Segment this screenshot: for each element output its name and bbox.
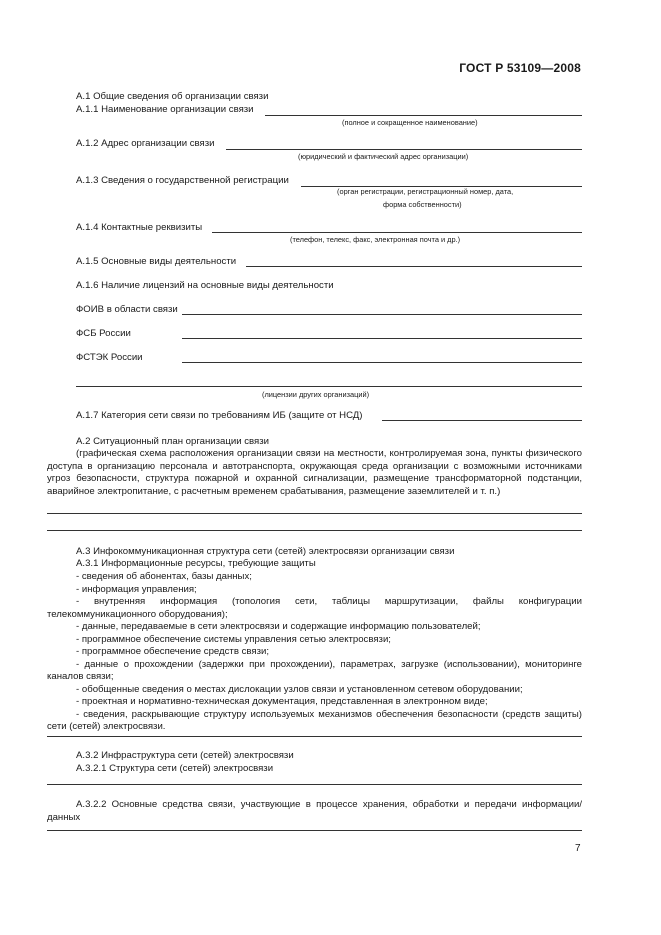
resource-item: - программное обеспечение системы управления сетью электросвязи;: [76, 633, 391, 645]
section-a1-title: А.1 Общие сведения об организации связи: [76, 91, 269, 102]
resource-item: - программное обеспечение средств связи;: [76, 646, 269, 657]
resource-item: - данные о прохождении (задержки при прохождении), параметрах, загрузке (использовании), мониторинге каналов связи;: [47, 658, 582, 683]
situational-plan-description: (графическая схема расположения организации связи на местности, контролируемая зона, пункты физического доступа в организацию персонала и автотранспорта, окружающая среда организации с возможными источниками угроз безопасности, структура пожарной и охранной сигнализации, размещение трансформаторной подстанции, аварийное электропитание, с расчетным временем срабатывания, размещение заземлителей и т. п.): [47, 448, 582, 497]
license-fsb-label: ФСБ России: [76, 328, 131, 339]
situational-plan-field-1[interactable]: [47, 513, 582, 514]
license-foiv-label: ФОИВ в области связи: [76, 304, 178, 315]
org-address-caption: (юридический и фактический адрес организации): [298, 152, 469, 161]
contacts-caption: (телефон, телекс, факс, электронная почта и др.): [290, 235, 461, 244]
network-category-label: А.1.7 Категория сети связи по требованиям ИБ (защите от НСД): [76, 410, 363, 421]
registration-caption-line2: форма собственности): [383, 200, 462, 209]
org-address-field[interactable]: [226, 149, 582, 150]
registration-caption-line1: (орган регистрации, регистрационный номер, дата,: [337, 187, 514, 196]
other-licenses-field[interactable]: [76, 386, 582, 387]
org-address-label: А.1.2 Адрес организации связи: [76, 138, 215, 149]
network-structure-field[interactable]: [47, 784, 582, 785]
other-licenses-caption: (лицензии других организаций): [262, 390, 370, 399]
resource-item: - информация управления;: [76, 583, 197, 595]
network-category-field[interactable]: [382, 420, 582, 421]
activities-field[interactable]: [246, 266, 582, 267]
situational-plan-field-2[interactable]: [47, 530, 582, 531]
section-a3-title: А.3 Инфокоммуникационная структура сети (сетей) электросвязи организации связи: [76, 546, 455, 557]
info-resources-field[interactable]: [47, 736, 582, 737]
activities-label: А.1.5 Основные виды деятельности: [76, 256, 237, 267]
resource-item: - сведения, раскрывающие структуру используемых механизмов обеспечения безопасности (средств защиты) сети (сетей) электросвязи.: [47, 708, 582, 733]
resource-item: - внутренняя информация (топология сети, таблицы маршрутизации, файлы конфигурации телекоммуникационного оборудования);: [47, 596, 582, 620]
main-equipment-field[interactable]: [47, 830, 582, 831]
info-resources-title: А.3.1 Информационные ресурсы, требующие защиты: [76, 558, 316, 569]
license-fstek-label: ФСТЭК России: [76, 352, 143, 363]
resource-item: - обобщенные сведения о местах дислокации узлов связи и установленном сетевом оборудовании;: [76, 683, 523, 695]
main-equipment-title: А.3.2.2 Основные средства связи, участвующие в процессе хранения, обработки и передачи информации/данных: [47, 799, 582, 823]
license-foiv-field[interactable]: [182, 314, 582, 315]
org-name-label: А.1.1 Наименование организации связи: [76, 104, 254, 115]
resource-item: - сведения об абонентах, базы данных;: [76, 571, 252, 582]
section-a2-title: А.2 Ситуационный план организации связи: [76, 436, 269, 447]
contacts-label: А.1.4 Контактные реквизиты: [76, 222, 203, 233]
resource-item: - проектная и нормативно-техническая документация, представленная в электронном виде;: [76, 696, 488, 707]
resource-item: - данные, передаваемые в сети электросвязи и содержащие информацию пользователей;: [76, 621, 481, 632]
page-number: 7: [575, 843, 581, 854]
org-name-field[interactable]: [265, 115, 582, 116]
document-header: ГОСТ Р 53109—2008: [459, 61, 581, 75]
infrastructure-title: А.3.2 Инфраструктура сети (сетей) электросвязи: [76, 750, 294, 761]
contacts-field[interactable]: [212, 232, 582, 233]
registration-label: А.1.3 Сведения о государственной регистрации: [76, 175, 289, 186]
license-fstek-field[interactable]: [182, 362, 582, 363]
org-name-caption: (полное и сокращенное наименование): [342, 118, 478, 127]
license-fsb-field[interactable]: [182, 338, 582, 339]
licenses-label: А.1.6 Наличие лицензий на основные виды деятельности: [76, 280, 334, 291]
network-structure-title: А.3.2.1 Структура сети (сетей) электросвязи: [76, 763, 274, 774]
